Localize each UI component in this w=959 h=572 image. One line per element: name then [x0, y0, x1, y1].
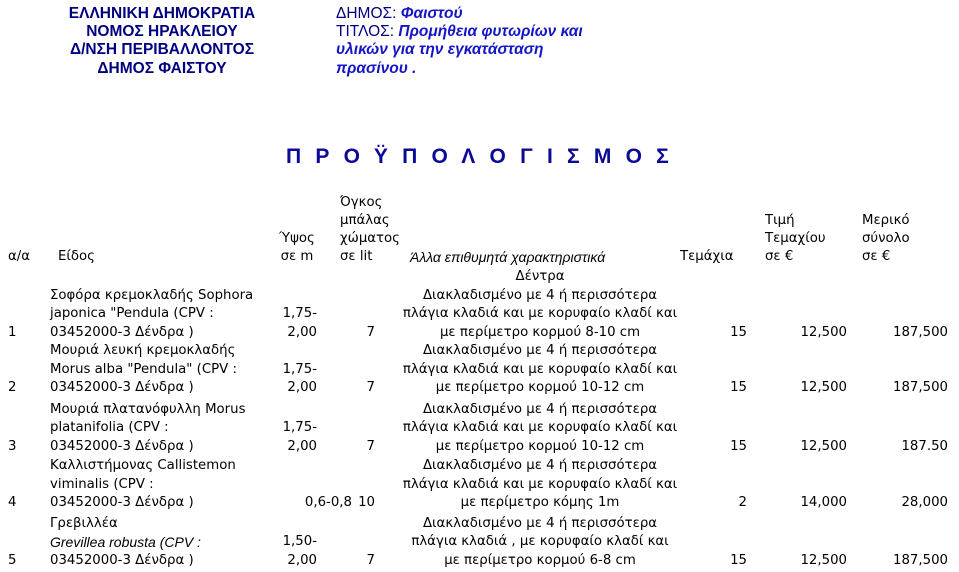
project-title-line-2 [336, 41, 543, 59]
agency-line-4: ΔΗΜΟΣ ΦΑΙΣΤΟΥ [97, 60, 227, 77]
row-number: 3 [8, 439, 17, 454]
features-line-1: Διακλαδισμένο με 4 ή περισσότερα [422, 516, 658, 531]
height-line-2: 2,00 [287, 553, 317, 568]
subtotal: 187.50 [901, 439, 948, 454]
features-line-2: πλάγια κλαδιά και με κορυφαίο κλαδί και [402, 477, 678, 492]
item-name-line-2: Morus alba "Pendula" (CPV : [50, 362, 237, 377]
item-name-line-3: 03452000-3 Δένδρα ) [50, 439, 194, 454]
features-line-2: πλάγια κλαδιά και με κορυφαίο κλαδί και [402, 306, 678, 321]
volume: 10 [358, 495, 375, 510]
quantity: 15 [730, 553, 747, 568]
features-line-2: πλάγια κλαδιά και με κορυφαίο κλαδί και [402, 420, 678, 435]
agency-line-2: ΝΟΜΟΣ ΗΡΑΚΛΕΙΟΥ [86, 23, 238, 40]
features-line-2: πλάγια κλαδιά , με κορυφαίο κλαδί και [411, 534, 669, 549]
project-title-value-3: πρασίνου . [336, 60, 417, 77]
volume: 7 [366, 325, 375, 340]
agency-line-3: Δ/ΝΣΗ ΠΕΡΙΒΑΛΛΟΝΤΟΣ [69, 41, 255, 58]
municipality-value: Φαιστού [400, 5, 463, 22]
height-line-2: 0,6-0,8 [304, 495, 352, 510]
unit-price: 12,500 [800, 553, 847, 568]
volume: 7 [366, 439, 375, 454]
project-title-value-2: υλικών για την εγκατάσταση [336, 41, 544, 58]
quantity: 15 [730, 439, 747, 454]
row-number: 4 [8, 495, 17, 510]
item-name-line-2: viminalis (CPV : [50, 477, 154, 492]
col-header-ogkos-4: σε lit [340, 249, 373, 264]
item-name-line-1: Γρεβιλλέα [50, 516, 118, 531]
height-line-1: 1,75- [282, 420, 317, 435]
project-title-value-1: Προμήθεια φυτωρίων και [398, 23, 583, 40]
item-name-line-1: Μουριά πλατανόφυλλη Morus [50, 402, 246, 417]
quantity: 15 [730, 325, 747, 340]
col-header-eidos: Είδος [58, 249, 95, 264]
row-number: 5 [8, 553, 17, 568]
municipality-label: ΔΗΜΟΣ: [336, 5, 397, 22]
subtotal: 187,500 [893, 553, 948, 568]
item-name-line-3: 03452000-3 Δένδρα ) [50, 553, 194, 568]
row-number: 2 [8, 380, 17, 395]
col-header-ogkos-3: χώματος [340, 231, 400, 246]
features-line-3: με περίμετρο κορμού 10-12 cm [435, 439, 645, 454]
features-line-1: Διακλαδισμένο με 4 ή περισσότερα [422, 288, 658, 303]
features-line-2: πλάγια κλαδιά και με κορυφαίο κλαδί και [402, 362, 678, 377]
unit-price: 12,500 [800, 439, 847, 454]
col-header-meriko-2: σύνολο [862, 231, 910, 246]
quantity: 2 [738, 495, 747, 510]
col-header-aa: α/α [8, 249, 31, 264]
project-title-label: ΤΙΤΛΟΣ: [336, 23, 395, 40]
project-title-line-3 [336, 60, 417, 78]
col-header-meriko-3: σε € [862, 249, 891, 264]
col-header-timi-2: Τεμαχίου [765, 231, 826, 246]
unit-price: 12,500 [800, 325, 847, 340]
unit-price: 12,500 [800, 380, 847, 395]
item-name-line-1: Μουριά λευκή κρεμοκλαδής [50, 343, 236, 358]
features-line-1: Διακλαδισμένο με 4 ή περισσότερα [422, 458, 658, 473]
height-line-1: 1,75- [282, 362, 317, 377]
subtotal: 28,000 [901, 495, 948, 510]
item-name-line-2: Grevillea robusta (CPV : [50, 534, 201, 550]
features-line-1: Διακλαδισμένο με 4 ή περισσότερα [422, 402, 658, 417]
col-header-features: Άλλα επιθυμητά χαρακτηριστικά [410, 249, 606, 265]
height-line-2: 2,00 [287, 439, 317, 454]
height-line-1: 1,75- [282, 306, 317, 321]
volume: 7 [366, 380, 375, 395]
col-header-meriko-1: Μερικό [862, 213, 910, 228]
height-line-1: 1,50- [282, 534, 317, 549]
agency-line-1: ΕΛΛΗΝΙΚΗ ΔΗΜΟΚΡΑΤΙΑ [68, 5, 256, 22]
features-line-3: με περίμετρο κόμης 1m [460, 495, 620, 510]
item-name-line-3: 03452000-3 Δένδρα ) [50, 325, 194, 340]
row-number: 1 [8, 325, 17, 340]
subtotal: 187,500 [893, 380, 948, 395]
features-line-3: με περίμετρο κορμού 10-12 cm [435, 380, 645, 395]
quantity: 15 [730, 380, 747, 395]
project-title-line-1 [336, 23, 583, 41]
item-name-line-1: Καλλιστήμονας Callistemon [50, 458, 236, 473]
features-line-3: με περίμετρο κορμού 6-8 cm [444, 553, 636, 568]
col-header-ogkos-2: μπάλας [340, 213, 390, 228]
item-name-line-2: japonica "Pendula (CPV : [50, 306, 214, 321]
col-header-ogkos-1: Όγκος [340, 195, 383, 210]
municipality-line [336, 5, 463, 23]
col-header-ypsos-2: σε m [280, 249, 314, 264]
subtotal: 187,500 [893, 325, 948, 340]
document-title: Π Ρ Ο Ϋ Π Ο Λ Ο Γ Ι Σ Μ Ο Σ [286, 145, 673, 168]
col-header-temaxia: Τεμάχια [680, 249, 734, 264]
height-line-2: 2,00 [287, 325, 317, 340]
item-name-line-3: 03452000-3 Δένδρα ) [50, 380, 194, 395]
item-name-line-3: 03452000-3 Δένδρα ) [50, 495, 194, 510]
item-name-line-1: Σοφόρα κρεμοκλαδής Sophora [50, 288, 254, 303]
features-line-3: με περίμετρο κορμού 8-10 cm [439, 325, 641, 340]
col-header-timi-3: σε € [765, 249, 794, 264]
volume: 7 [366, 553, 375, 568]
unit-price: 14,000 [800, 495, 847, 510]
features-line-1: Διακλαδισμένο με 4 ή περισσότερα [422, 343, 658, 358]
item-name-line-2: platanifolia (CPV : [50, 420, 169, 435]
col-header-timi-1: Τιμή [765, 213, 795, 228]
col-header-ypsos-1: Ύψος [279, 231, 315, 246]
height-line-2: 2,00 [287, 380, 317, 395]
section-label: Δέντρα [515, 269, 565, 284]
